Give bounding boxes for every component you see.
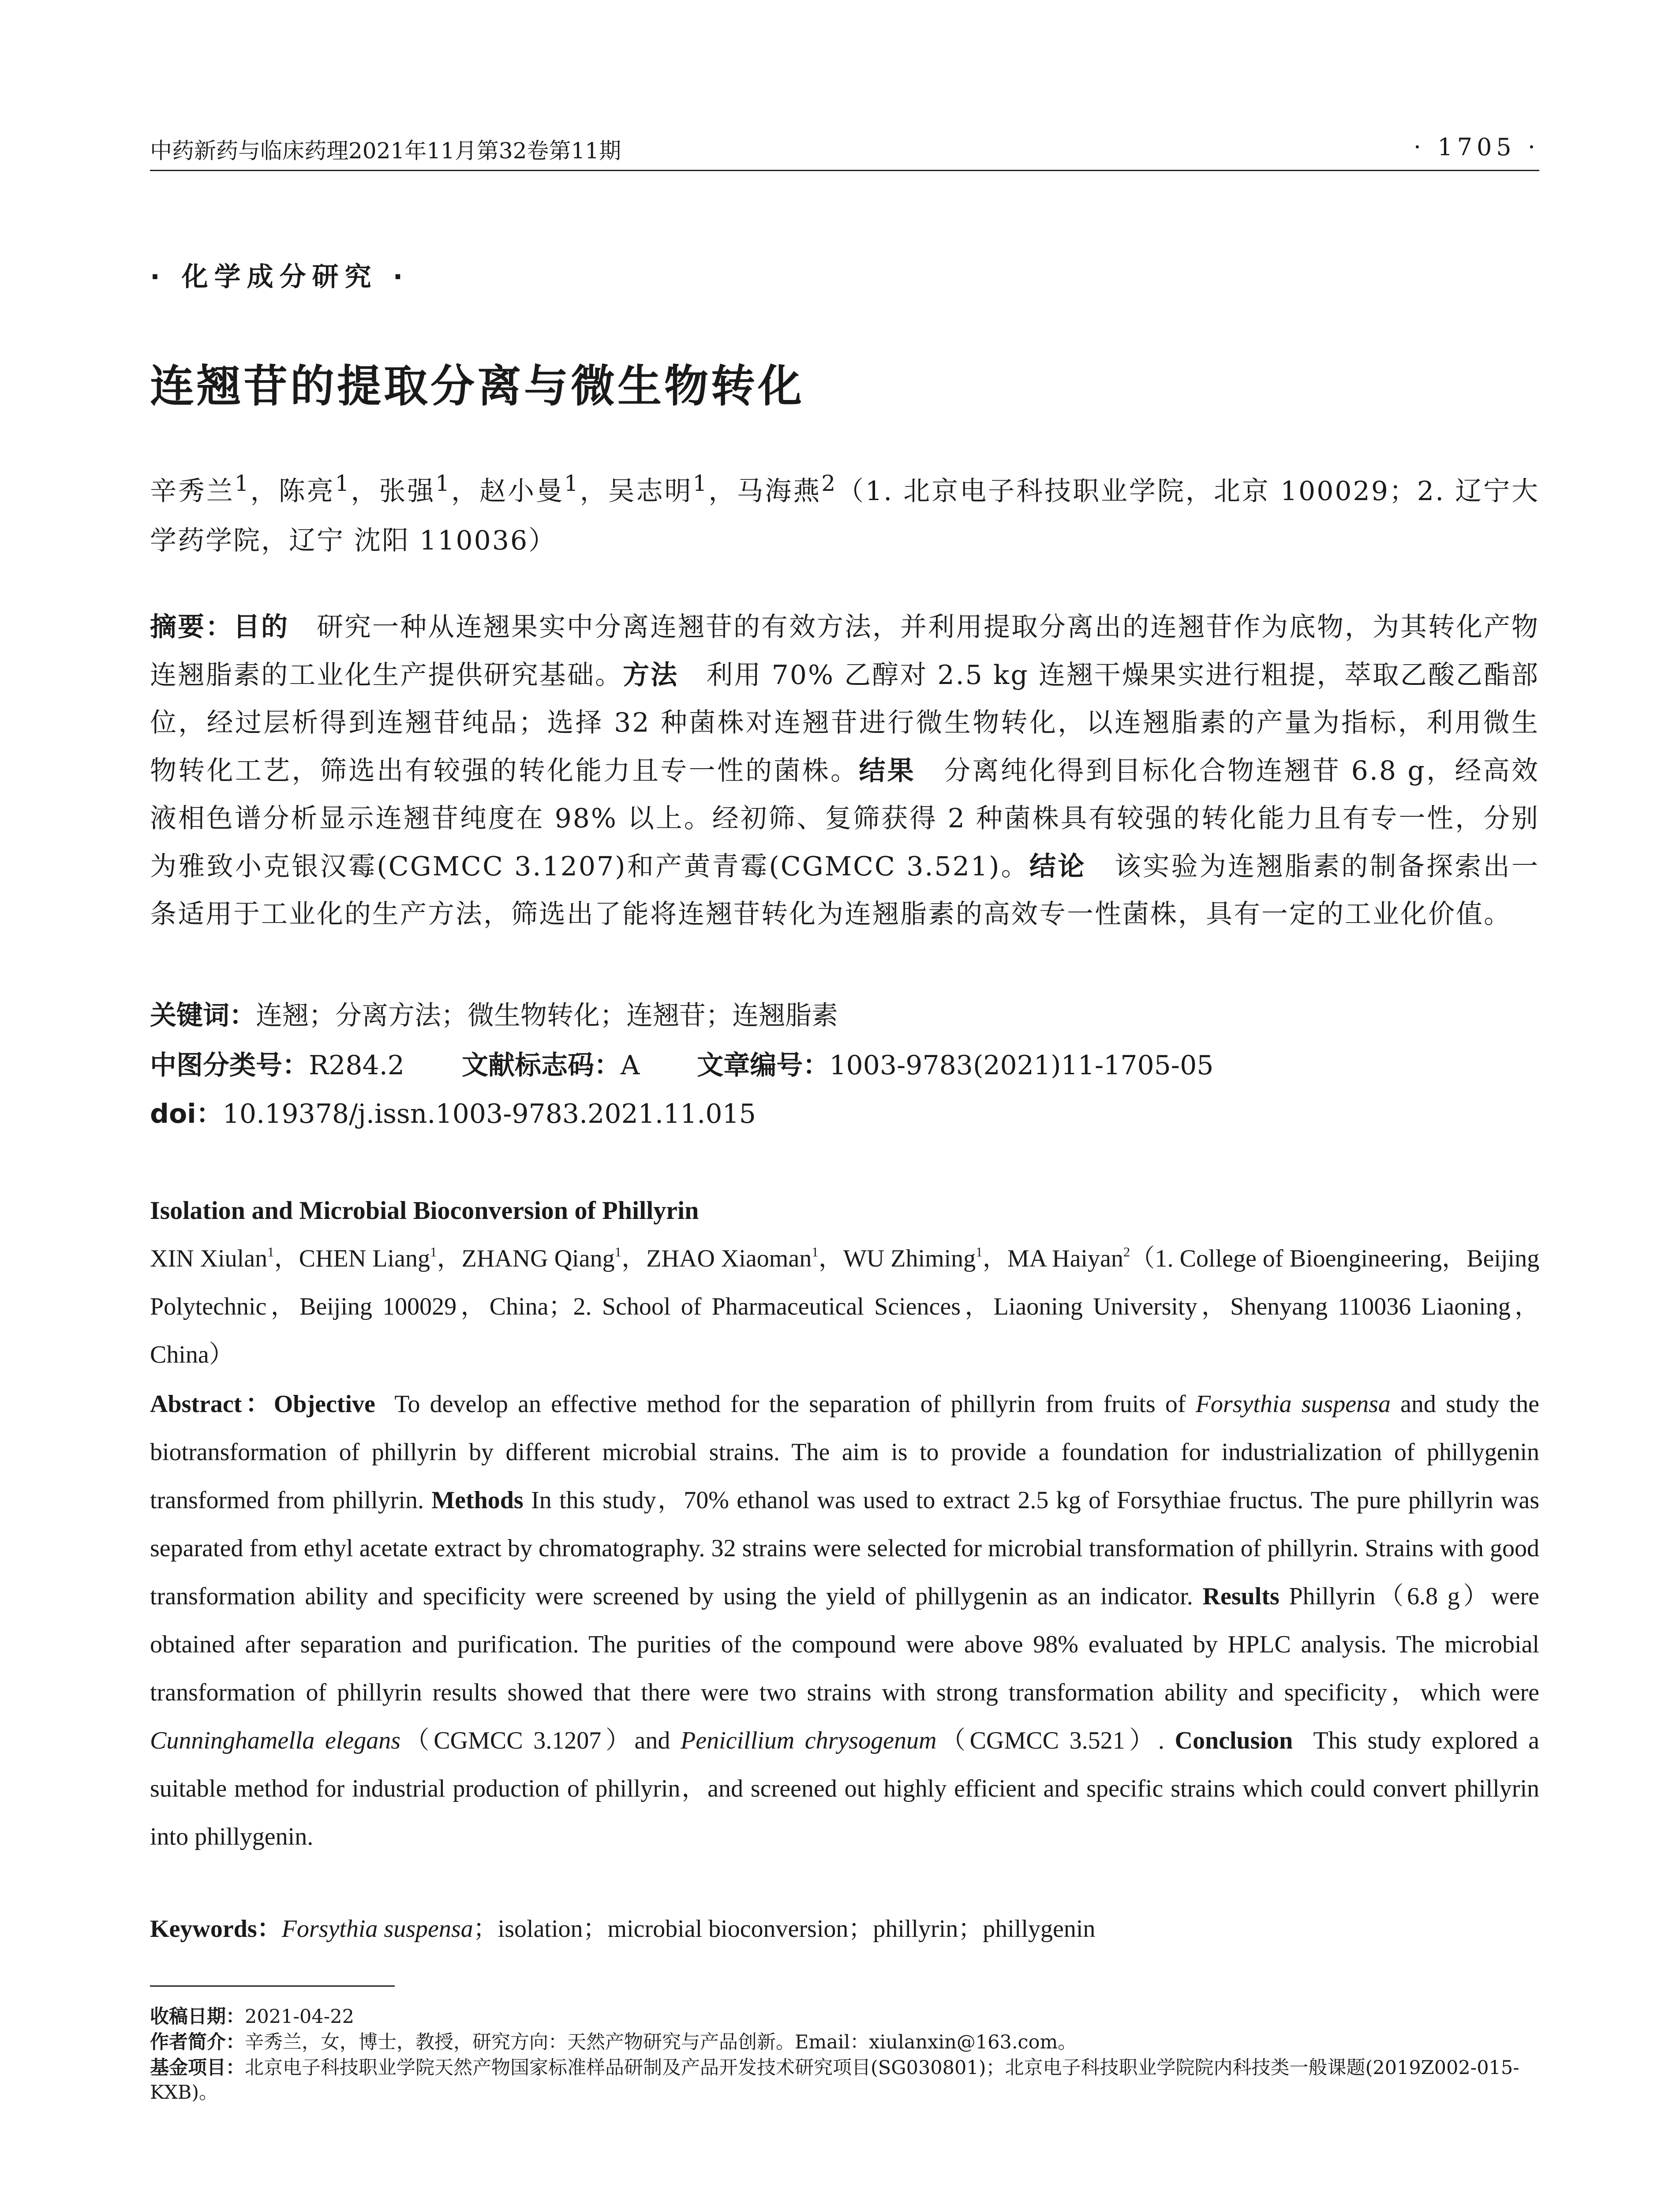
funding-text: 北京电子科技职业学院天然产物国家标准样品研制及产品开发技术研究项目(SG030801)；北京电子科技职业学院院内科技类一般课题(2019Z002-015-KXB)。 [150,2057,1519,2104]
author-name: 马海燕 [737,476,822,507]
conclusion-text-en: This study explored a suitable method for industrial production of phillyrin，and screened out highly efficient and specific strains which could convert phillyrin into phillygenin. [150,1727,1539,1850]
conclusion-label-en: Conclusion [1175,1727,1293,1754]
author-name: 赵小曼 [479,476,564,507]
affiliation-marker: 1 [812,1244,819,1259]
running-header-page-number: · 1705 · [1413,133,1540,161]
author-name: MA Haiyan [1007,1245,1123,1272]
abstract-zh-label: 摘要： [150,612,233,643]
objective-text-en-pre: To develop an effective method for the separation of phillyrin from fruits of [394,1390,1196,1418]
author-name: ZHAO Xiaoman [646,1245,812,1272]
author-name: 辛秀兰 [150,476,235,507]
classification-line [150,1044,1213,1082]
results-text-zh: 分离纯化得到目标化合物连翘苷 6.8 g，经高效液相色谱分析显示连翘苷纯度在 98% 以上。经初筛、复筛获得 2 种菌株具有较强的转化能力且有专一性，分别为雅致小克银汉霉(CGMCC 3.1207)和产黄青霉(CGMCC 3.521)。 [150,755,1540,882]
footnote-funding [150,2056,1539,2105]
affiliation-marker: 1 [976,1244,983,1259]
abstract-en-label: Abstract： [150,1390,274,1418]
keywords-en [150,1905,1539,1953]
received-date: 2021-04-22 [245,2006,354,2028]
author-name: ZHANG Qiang [461,1245,615,1272]
keyword-zh: 连翘 [256,1000,309,1031]
keyword-zh: 连翘脂素 [732,1000,838,1031]
received-label: 收稿日期： [150,2006,245,2028]
author-name: XIN Xiulan [150,1245,268,1272]
objective-text-zh: 研究一种从连翘果实中分离连翘苷的有效方法，并利用提取分离出的连翘苷作为底物，为其转化产物连翘脂素的工业化生产提供研究基础。 [150,612,1539,691]
results-label-zh: 结果 [859,755,916,786]
doi-line [150,1093,756,1131]
author-name: CHEN Liang [299,1245,430,1272]
keywords-zh-label: 关键词： [150,1000,256,1031]
affiliation-marker: 1 [430,1244,437,1259]
keyword-zh: 微生物转化 [468,1000,600,1031]
methods-text-zh: 利用 70% 乙醇对 2.5 kg 连翘干燥果实进行粗提，萃取乙酸乙酯部位，经过层析得到连翘苷纯品；选择 32 种菌株对连翘苷进行微生物转化，以连翘脂素的产量为指标，利用微生物转化工艺，筛选出有较强的转化能力且专一性的菌株。 [150,659,1540,786]
section-label: · 化学成分研究 · [150,262,409,292]
author-name: WU Zhiming [843,1245,976,1272]
header-rule [150,170,1539,171]
article-title-en: Isolation and Microbial Bioconversion of Phillyrin [150,1196,699,1225]
footnote-author-bio [150,2030,1539,2055]
author-bio-text: 辛秀兰，女，博士，教授，研究方向：天然产物研究与产品创新。Email：xiulanxin@163.com。 [245,2031,1077,2053]
keyword-zh: 连翘苷 [626,1000,706,1031]
article-title-zh: 连翘苷的提取分离与微生物转化 [150,360,804,412]
affiliation-marker: 1 [335,471,351,496]
author-name: 陈亮 [278,476,335,507]
results-text-en-mid: （CGMCC 3.1207）and [400,1727,681,1754]
affiliation-marker: 1 [564,471,580,496]
doi-label: doi： [150,1099,223,1129]
affiliation-marker: 2 [1123,1244,1130,1259]
affiliations: （1. 北京电子科技职业学院，北京 100029；2. 辽宁大学药学院，辽宁 沈阳 110036） [150,476,1540,556]
results-label-en: Results [1202,1583,1280,1610]
keywords-en-label: Keywords： [150,1915,282,1943]
results-text-en-post: （CGMCC 3.521）. [936,1727,1164,1754]
author-name: 吴志明 [608,476,693,507]
author-list-zh: 辛秀兰$^1$，陈亮$^1$，张强$^1$，赵小曼$^1$，吴志明$^1$，马海燕$^2$（1. 北京电子科技职业学院，北京 100029；2. 辽宁大学药学院，辽宁 沈阳 110036） [150,471,1540,556]
funding-label: 基金项目： [150,2057,245,2079]
author-bio-label: 作者简介： [150,2031,245,2053]
author-list-en: XIN Xiulan$^1$，CHEN Liang$^1$，ZHANG Qiang$^1$，ZHAO Xiaoman$^1$，WU Zhiming$^1$，MA Haiyan$^2$（1. College of Bioengineering，Beijing Polytechnic，Beijing 100029，China；2. School of Pharmaceutical Sciences，Liaoning University，Shenyang 110036 Liaoning，China） [150,1244,1540,1368]
species-cunninghamella: Cunninghamella elegans [150,1727,401,1754]
doc-code-label: 文献标志码： [461,1050,621,1081]
running-header-journal: 中药新药与临床药理2021年11月第32卷第11期 [150,138,621,164]
species-forsythia: Forsythia suspensa [1195,1390,1391,1418]
affiliation-marker: 1 [614,1244,621,1259]
abstract-zh [150,603,1539,938]
results-text-en-pre: Phillyrin（6.8 g）were obtained after separation and purification. The purities of the compound were above 98% evaluated by HPLC analysis. The microbial transformation of phillyrin results showed that there were two strains with strong transformation ability and specificity，which were [150,1583,1540,1706]
affiliation-marker: 2 [821,471,837,496]
footnote-rule [150,1985,395,1987]
affiliation-marker: 1 [435,471,451,496]
clc-label: 中图分类号： [150,1050,309,1081]
article-no-label: 文章编号： [697,1050,830,1081]
abstract-en [150,1380,1539,1861]
doc-code-value: A [620,1050,640,1081]
objective-label-en: Objective [273,1390,375,1418]
methods-text-en: In this study，70% ethanol was used to extract 2.5 kg of Forsythiae fructus. The pure phillyrin was separated from ethyl acetate extract by chromatography. 32 strains were selected for microbial transformation of phillyrin. Strains with good transformation ability and specificity were screened by using the yield of phillygenin as an indicator. [150,1487,1540,1610]
keyword-zh: 分离方法 [335,1000,441,1031]
affiliation-marker: 1 [234,471,250,496]
conclusion-label-zh: 结论 [1029,851,1086,882]
affiliation-marker: 1 [267,1244,274,1259]
conclusion-text-zh: 该实验为连翘脂素的制备探索出一条适用于工业化的生产方法，筛选出了能将连翘苷转化为连翘脂素的高效专一性菌株，具有一定的工业化价值。 [150,851,1540,930]
objective-label-zh: 目的 [233,612,289,643]
footnote-received [150,2004,1539,2029]
keywords-zh-list: 连翘；分离方法；微生物转化；连翘苷；连翘脂素 [256,1000,838,1031]
clc-value: R284.2 [309,1050,404,1081]
article-no-value: 1003-9783(2021)11-1705-05 [829,1050,1214,1081]
keywords-zh [150,994,838,1032]
methods-label-zh: 方法 [623,659,679,691]
author-name: 张强 [379,476,436,507]
doi-value[interactable]: 10.19378/j.issn.1003-9783.2021.11.015 [222,1099,756,1129]
keyword-species-en: Forsythia suspensa [281,1915,473,1943]
keywords-en-rest: ；isolation；microbial bioconversion；phillyrin；phillygenin [473,1915,1096,1943]
affiliations: （1. College of Bioengineering，Beijing Polytechnic，Beijing 100029，China；2. School of Pharmaceutical Sciences，Liaoning University，Shenyang 110036 Liaoning，China） [150,1245,1540,1368]
species-penicillium: Penicillium chrysogenum [681,1727,937,1754]
affiliation-marker: 1 [692,471,708,496]
methods-label-en: Methods [431,1487,524,1514]
objective-text-en-post: and study the biotransformation of phillyrin by different microbial strains. The aim is to provide a foundation for industrialization of phillygenin transformed from phillyrin. [150,1390,1540,1514]
